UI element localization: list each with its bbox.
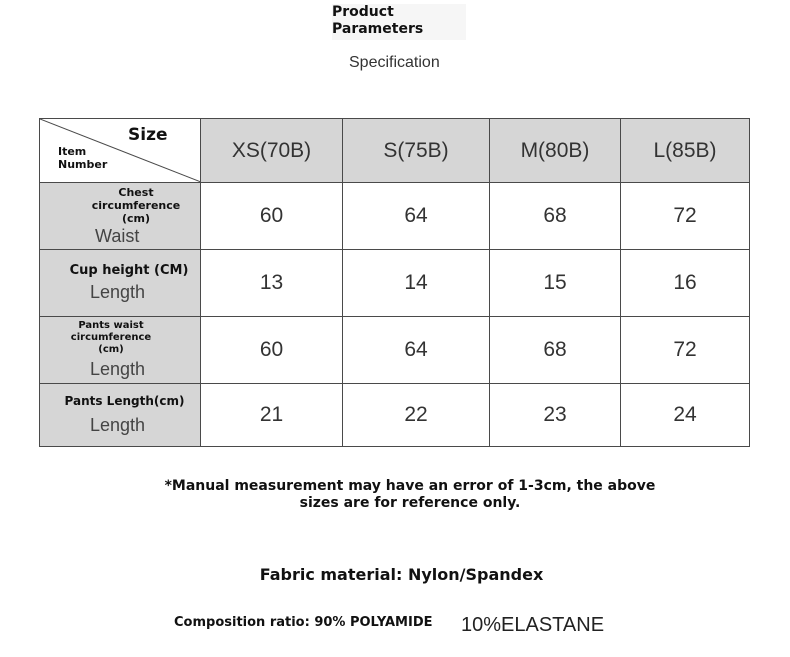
table-cell: 14 — [343, 250, 490, 317]
row-label-chest — [40, 183, 201, 250]
size-header-m: M(80B) — [490, 119, 621, 183]
row-label-text: Chest circumference (cm) — [91, 185, 181, 225]
table-cell: 72 — [621, 183, 750, 250]
row-label-text: Pants waist circumference (cm) — [70, 320, 152, 355]
composition-ratio: Composition ratio: 90% POLYAMIDE — [174, 615, 433, 630]
table-cell: 60 — [201, 317, 343, 384]
composition-elastane: 10%ELASTANE — [461, 614, 605, 636]
size-chart-table — [39, 118, 750, 447]
row-sublabel-text: Waist — [95, 225, 140, 246]
fabric-material: Fabric material: Nylon/Spandex — [259, 565, 544, 584]
specification-subtitle: Specification — [349, 54, 440, 71]
table-cell: 64 — [343, 183, 490, 250]
table-cell: 68 — [490, 317, 621, 384]
row-label-pants-waist — [40, 317, 201, 384]
size-header-l: L(85B) — [621, 119, 750, 183]
row-label-text: Pants Length(cm) — [64, 394, 185, 408]
table-row — [40, 183, 750, 250]
table-row — [40, 250, 750, 317]
table-row — [40, 317, 750, 384]
table-cell: 64 — [343, 317, 490, 384]
row-label-pants-length — [40, 384, 201, 447]
row-label-cup-height — [40, 250, 201, 317]
row-label-text: Cup height (CM) — [69, 263, 189, 278]
table-cell: 22 — [343, 384, 490, 447]
table-cell: 23 — [490, 384, 621, 447]
size-header-s: S(75B) — [343, 119, 490, 183]
table-corner-cell — [40, 119, 201, 183]
corner-size-label: Size — [128, 125, 168, 145]
table-cell: 24 — [621, 384, 750, 447]
table-cell: 13 — [201, 250, 343, 317]
table-cell: 16 — [621, 250, 750, 317]
row-sublabel-text: Length — [90, 415, 146, 435]
table-cell: 60 — [201, 183, 343, 250]
table-cell: 15 — [490, 250, 621, 317]
size-header-xs: XS(70B) — [201, 119, 343, 183]
corner-item-number-label: Item Number — [58, 145, 108, 171]
table-row — [40, 384, 750, 447]
page-title: Product Parameters — [332, 4, 466, 40]
table-header-row — [40, 119, 750, 183]
measurement-note: *Manual measurement may have an error of 1-3cm, the above sizes are for reference only. — [164, 478, 656, 511]
table-cell: 68 — [490, 183, 621, 250]
row-sublabel-text: Length — [90, 359, 146, 379]
table-cell: 72 — [621, 317, 750, 384]
table-cell: 21 — [201, 384, 343, 447]
row-sublabel-text: Length — [90, 282, 146, 302]
